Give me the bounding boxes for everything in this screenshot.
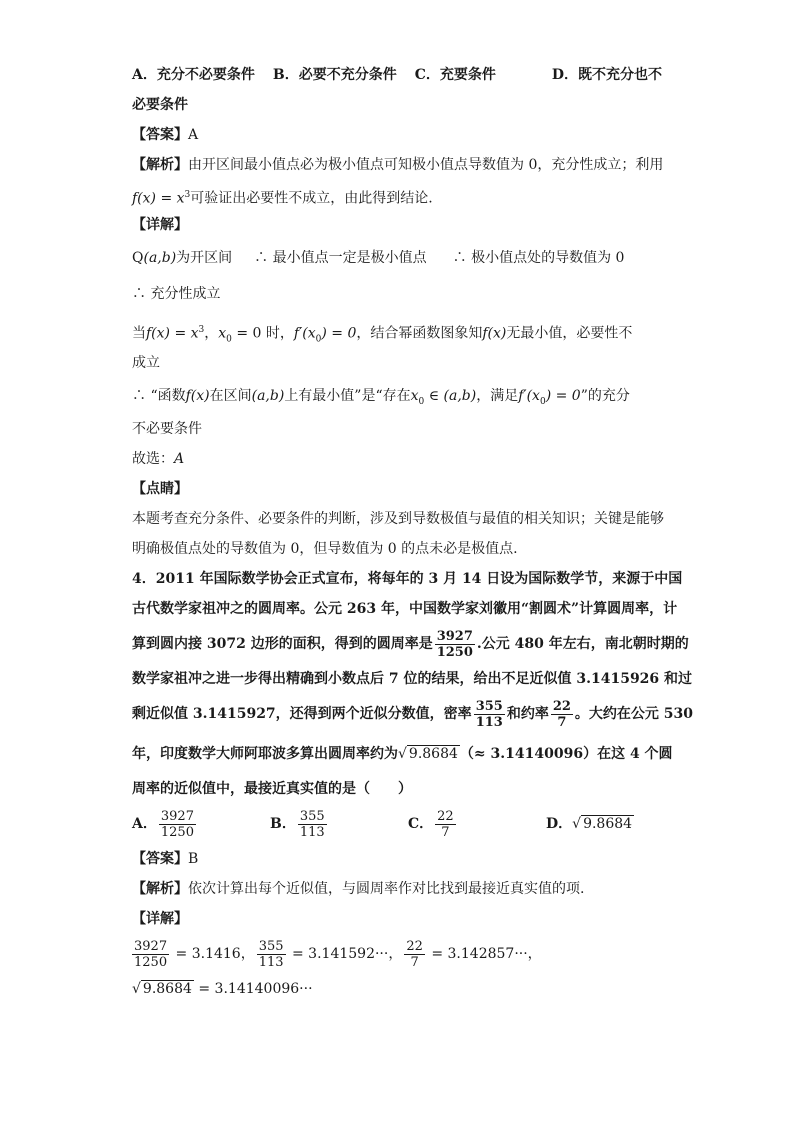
square-root: √ 9.8684: [572, 816, 633, 832]
radicand: 9.8684: [408, 746, 458, 762]
fraction: [257, 939, 286, 970]
detail-text: ”的充分: [580, 388, 630, 404]
calc-value: = 3.141592···，: [287, 946, 403, 962]
stem-text: 算到圆内接 3072 边形的面积，得到的圆周率是: [132, 636, 433, 652]
option-label: D．: [546, 816, 573, 832]
math-variable: x: [218, 325, 227, 342]
q3-option-a: A．充分不必要条件: [132, 67, 255, 83]
q4-stem-line-1: 4．2011 年国际数学协会正式宣布，将每年的 3 月 14 日设为国际数学节，来源于中国: [132, 571, 683, 587]
q3-detail-tag: [132, 210, 662, 240]
q3-detail-line-2: ∴ 充分性成立: [132, 286, 221, 302]
detail-text: 上有最小值”是“存在: [284, 388, 411, 404]
q3-options-row: [132, 60, 662, 90]
fraction-denominator: 1250: [160, 824, 194, 840]
q4-stem-line-7: 周率的近似值中，最接近真实值的是（ ）: [132, 781, 412, 797]
answer-tag: 【答案】: [132, 851, 188, 867]
math-subscript: 0: [418, 396, 425, 407]
math-variable: x: [410, 388, 419, 404]
stem-text: 年，印度数学大师阿耶波多算出圆周率约为: [132, 746, 398, 762]
detail-text: 当: [132, 325, 146, 342]
q4-stem-line-2: 古代数学家祖冲之的圆周率。公元 263 年，中国数学家刘徽用“割圆术”计算圆周率，计: [132, 601, 678, 617]
q3-choose: [132, 444, 662, 474]
q3-options-continued: 必要条件: [132, 97, 188, 113]
q3-option-d: D．既不充分也不: [551, 67, 663, 83]
fraction-denominator: 113: [299, 824, 325, 840]
q3-comment-line-2: 明确极值点处的导数值为 0，但导数值为 0 的点未必是极值点.: [132, 541, 518, 557]
math-interval: (a,b): [143, 250, 177, 266]
fraction: [435, 629, 475, 660]
q4-option-c: [408, 804, 546, 844]
option-label: A．: [132, 816, 157, 832]
detail-tag: 【详解】: [132, 217, 188, 233]
q4-option-a: [132, 804, 270, 844]
fraction-denominator: 113: [258, 954, 284, 970]
fraction: [132, 939, 169, 970]
detail-text: ∴ 极小值点处的导数值为 0: [452, 250, 625, 266]
math-expression: ) = 0: [321, 325, 357, 342]
option-label: C．: [408, 816, 434, 832]
math-expression: f(x): [482, 325, 507, 342]
math-superscript: 3: [184, 190, 191, 200]
stem-text: .公元 480 年左右，南北朝时期的: [476, 636, 689, 652]
stem-text: 。大约在公元 530: [574, 706, 694, 722]
q3-option-b: B．必要不充分条件: [272, 67, 397, 83]
detail-text: 无最小值，必要性不: [506, 325, 633, 342]
answer-value: A: [188, 127, 199, 143]
option-label: B．: [270, 816, 296, 832]
q4-stem-line-3: [132, 624, 689, 664]
fraction: [298, 809, 327, 840]
detail-text: ∴ 最小值点一定是极小值点: [254, 250, 427, 266]
analysis-text: 可验证出必要性不成立，由此得到结论.: [190, 190, 433, 207]
answer-tag: 【答案】: [132, 127, 188, 143]
stem-text: 和约率: [506, 706, 549, 722]
q4-options-row: [132, 804, 662, 844]
fraction-numerator: 22: [552, 698, 571, 714]
q3-comment-line-1: 本题考查充分条件、必要条件的判断，涉及到导数极值与最值的相关知识；关键是能够: [132, 511, 664, 527]
q4-analysis: [132, 874, 662, 904]
analysis-text: 依次计算出每个近似值，与圆周率作对比找到最接近真实值的项.: [188, 881, 585, 897]
math-expression: f′(x: [293, 325, 316, 342]
fraction-denominator: 7: [557, 714, 567, 730]
detail-text: ∴ “函数: [132, 388, 186, 404]
fraction: [435, 809, 456, 840]
detail-text: 为开区间: [176, 250, 233, 266]
q4-option-b: [270, 804, 408, 844]
fraction-numerator: 22: [437, 808, 454, 824]
q3-option-c: C．充要条件: [414, 67, 496, 83]
math-superscript: 3: [198, 325, 205, 335]
detail-text: ，结合幂函数图象知: [356, 325, 483, 342]
choose-value: A: [174, 451, 185, 467]
calc-value: = 3.14140096···: [193, 981, 313, 997]
q4-stem-line-5: [132, 694, 694, 734]
answer-value: B: [188, 851, 199, 867]
analysis-text: 由开区间最小值点必为极小值点可知极小值点导数值为 0，充分性成立；利用: [188, 157, 664, 173]
q4-detail-tag: [132, 904, 662, 934]
calc-value: = 3.142857···，: [426, 946, 542, 962]
detail-text: ，满足: [476, 388, 519, 404]
fraction-numerator: 3927: [436, 628, 473, 644]
q3-detail-line-3: [132, 312, 662, 348]
square-root: √ 9.8684: [398, 746, 458, 762]
square-root: √ 9.8684: [132, 981, 192, 997]
fraction-denominator: 7: [441, 824, 450, 840]
q3-detail-line-1: [132, 240, 662, 276]
fraction-numerator: 355: [258, 938, 284, 954]
fraction-numerator: 3927: [160, 808, 194, 824]
fraction-denominator: 7: [410, 954, 419, 970]
stem-text: （≈ 3.14140096）在这 4 个圆: [459, 746, 673, 762]
q4-stem-line-6: [132, 734, 673, 774]
detail-text: 在区间: [209, 388, 252, 404]
math-expression: f(x) = x: [146, 325, 199, 342]
choose-label: 故选：: [132, 451, 174, 467]
math-expression: ) = 0: [545, 388, 581, 404]
fraction: [474, 699, 505, 730]
detail-text: ，: [204, 325, 219, 342]
radicand: 9.8684: [583, 816, 633, 832]
fraction-numerator: 3927: [134, 938, 168, 954]
because-symbol: Q: [132, 250, 144, 266]
q4-stem-line-4: 数学家祖冲之进一步得出精确到小数点后 7 位的结果，给出不足近似值 3.1415926 和过: [132, 671, 693, 687]
stem-text: 剩近似值 3.1415927，还得到两个近似分数值，密率: [132, 706, 472, 722]
math-interval: (a,b): [251, 388, 285, 404]
fraction: [404, 939, 425, 970]
fraction: [159, 809, 196, 840]
analysis-tag: 【解析】: [132, 157, 188, 173]
math-expression: f′(x: [518, 388, 540, 404]
q4-calc-line-1: [132, 934, 662, 974]
q4-option-d: [546, 816, 634, 832]
q3-detail-line-5: [132, 378, 662, 414]
fraction-denominator: 113: [475, 714, 503, 730]
fraction-numerator: 355: [299, 808, 325, 824]
q3-detail-line-6: 不必要条件: [132, 421, 202, 437]
radicand: 9.8684: [142, 981, 192, 997]
calc-value: = 3.1416，: [171, 946, 255, 962]
fraction-denominator: 1250: [436, 644, 473, 660]
detail-tag: 【详解】: [132, 911, 188, 927]
fraction: [551, 699, 573, 730]
fraction-numerator: 355: [475, 698, 503, 714]
math-subscript: 0: [539, 396, 546, 407]
fraction-denominator: 1250: [134, 954, 168, 970]
fraction-numerator: 22: [406, 938, 423, 954]
detail-text: = 0 时，: [231, 325, 294, 342]
analysis-tag: 【解析】: [132, 881, 188, 897]
math-subscript: 0: [226, 334, 232, 345]
q3-analysis-line-2: [132, 180, 662, 210]
q4-calc-line-2: [132, 974, 662, 1004]
comment-tag: 【点睛】: [132, 481, 188, 497]
math-subscript: 0: [315, 334, 322, 345]
math-expression: f(x): [185, 388, 210, 404]
math-expression: ∈ (a,b): [424, 388, 477, 404]
q3-comment-tag: [132, 474, 662, 504]
math-expression: f(x) = x: [132, 190, 185, 207]
q3-answer: [132, 120, 662, 150]
q3-analysis-line-1: [132, 150, 662, 180]
document-page: [132, 60, 694, 1004]
q4-answer: [132, 844, 662, 874]
q3-detail-line-4: 成立: [132, 355, 160, 371]
